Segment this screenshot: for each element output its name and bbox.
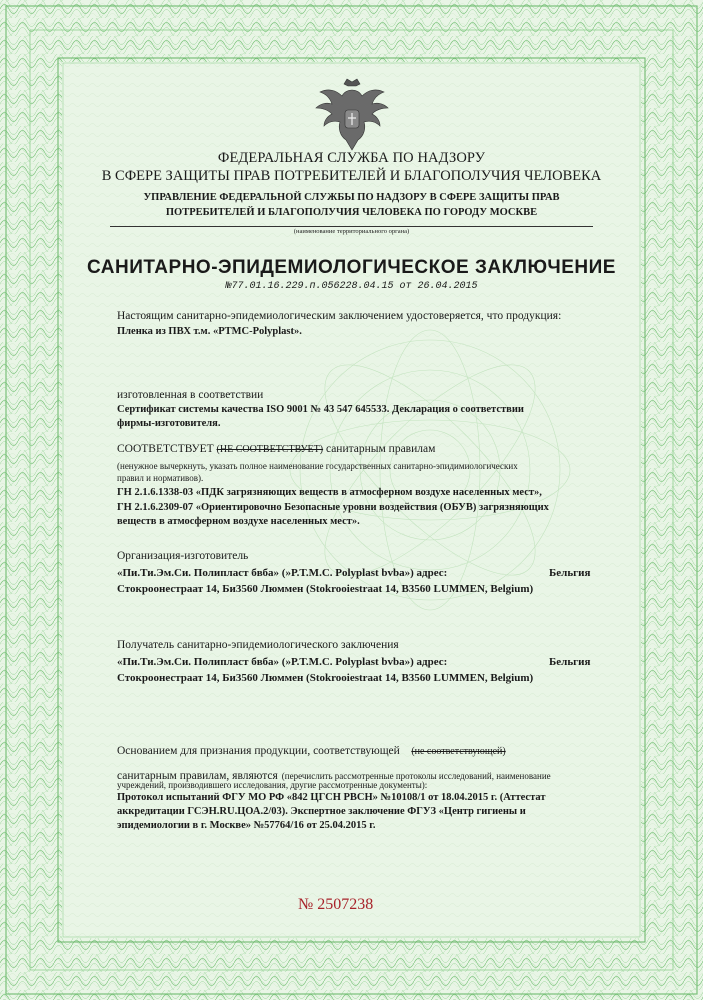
made-line2: фирмы-изготовителя.: [117, 418, 221, 429]
compliance-line: [117, 443, 435, 455]
basis-doc3: эпидемиологии в г. Москве» №57764/16 от 25.04.2015 г.: [117, 820, 376, 831]
department-underline: [110, 226, 593, 227]
product-name: Пленка из ПВХ т.м. «PTMC-Polyplast».: [117, 326, 302, 337]
norm-line2: ГН 2.1.6.2309-07 «Ориентировочно Безопасные уровни воздействия (ОБУВ) загрязняющих: [117, 502, 549, 513]
manufacturer-country: Бельгия: [549, 567, 591, 579]
agency-name-line2: В СФЕРЕ ЗАЩИТЫ ПРАВ ПОТРЕБИТЕЛЕЙ И БЛАГОПОЛУЧИЯ ЧЕЛОВЕКА: [101, 168, 602, 184]
manufacturer-label: Организация-изготовитель: [117, 550, 249, 562]
compliance-rules: санитарным правилам: [325, 443, 436, 455]
manufacturer-line1: «Пи.Ти.Эм.Си. Полиплаcт бвба» (»P.T.M.C. Polyplast bvba») адрес:: [117, 567, 448, 579]
recipient-country: Бельгия: [549, 656, 591, 668]
basis-note1: (перечислить рассмотренные протоколы исследований, наименование: [281, 771, 551, 781]
department-caption: (наименование территориального органа): [293, 228, 410, 235]
basis-note2: учреждений, производившего исследования, другие рассмотренные документы):: [117, 780, 428, 790]
agency-name-line1: ФЕДЕРАЛЬНАЯ СЛУЖБА ПО НАДЗОРУ: [217, 150, 486, 166]
compliance-note2: правил и нормативов).: [117, 473, 204, 483]
recipient-line2: Стокроонестраат 14, Би3560 Люммен (Stokrooiestraat 14, B3560 LUMMEN, Belgium): [117, 672, 534, 684]
basis-line: [117, 745, 506, 757]
basis-label: Основанием для признания продукции, соответствующей: [117, 745, 400, 757]
made-line1: Сертификат системы качества ISO 9001 № 43 547 645533. Декларация о соответствии: [117, 404, 524, 415]
double-headed-eagle-emblem-icon: [314, 76, 390, 160]
basis-struck: (не соответствующей): [411, 746, 506, 757]
basis-doc2: аккредитации ГСЭН.RU.ЦОА.2/03). Экспертное заключение ФГУЗ «Центр гигиены и: [117, 806, 526, 817]
made-label: изготовленная в соответствии: [117, 389, 264, 401]
norm-line1: ГН 2.1.6.1338-03 «ПДК загрязняющих веществ в атмосферном воздухе населенных мест»,: [117, 487, 542, 498]
recipient-label: Получатель санитарно-эпидемиологического заключения: [117, 639, 399, 651]
department-name-line2: ПОТРЕБИТЕЛЕЙ И БЛАГОПОЛУЧИЯ ЧЕЛОВЕКА ПО ГОРОДУ МОСКВЕ: [165, 207, 538, 218]
compliance-struck: (НЕ СООТВЕТСТВУЕТ): [216, 444, 324, 455]
norm-line3: веществ в атмосферном воздухе населенных мест».: [117, 516, 360, 527]
document-number: №77.01.16.229.п.056228.04.15 от 26.04.2015: [225, 281, 478, 292]
basis-doc1: Протокол испытаний ФГУ МО РФ «842 ЦГСН РВСН» №10108/1 от 18.04.2015 г. (Аттестат: [117, 792, 546, 803]
department-name-line1: УПРАВЛЕНИЕ ФЕДЕРАЛЬНОЙ СЛУЖБЫ ПО НАДЗОРУ В СФЕРЕ ЗАЩИТЫ ПРАВ: [143, 192, 560, 203]
product-intro: Настоящим санитарно-эпидемиологическим заключением удостоверяется, что продукция:: [117, 310, 562, 322]
document-title: САНИТАРНО-ЭПИДЕМИОЛОГИЧЕСКОЕ ЗАКЛЮЧЕНИЕ: [87, 257, 616, 278]
manufacturer-line2: Стокроонестраат 14, Би3560 Люммен (Stokrooiestraat 14, B3560 LUMMEN, Belgium): [117, 583, 534, 595]
compliance-label: СООТВЕТСТВУЕТ: [117, 443, 214, 455]
basis-rules: санитарным правилам, являются: [117, 770, 278, 782]
compliance-note1: (ненужное вычеркнуть, указать полное наименование государственных санитарно-эпидимиологических: [117, 461, 518, 471]
recipient-line1: «Пи.Ти.Эм.Си. Полиплаcт бвба» (»P.T.M.C. Polyplast bvba») адрес:: [117, 656, 448, 668]
serial-number: № 2507238: [298, 896, 374, 913]
